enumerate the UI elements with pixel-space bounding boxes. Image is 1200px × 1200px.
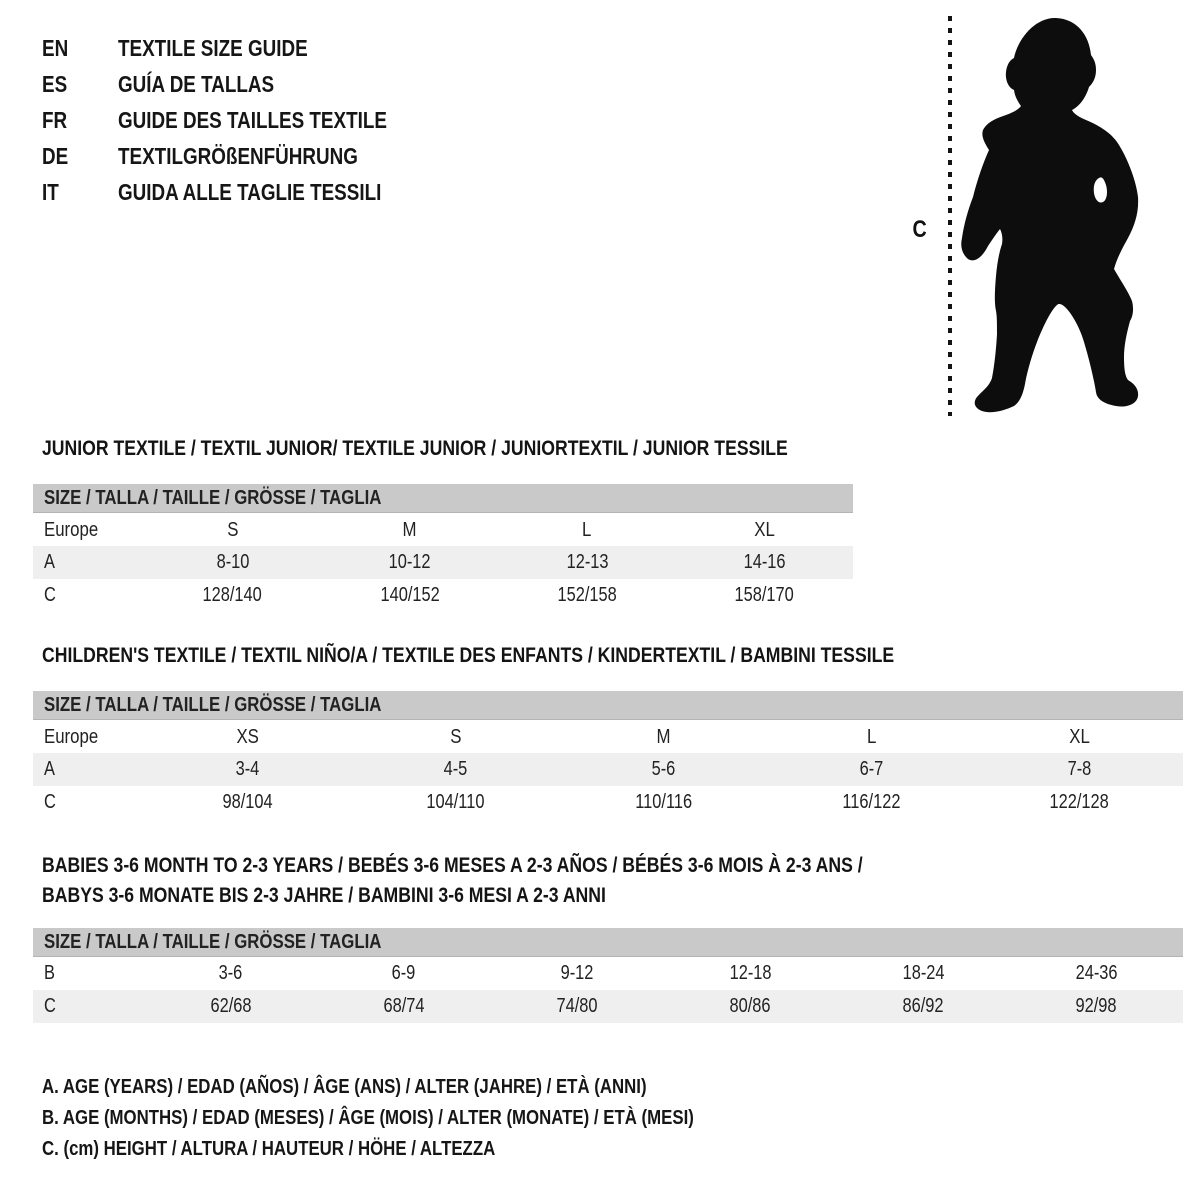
babies-height-row [33,990,1183,1023]
cell-value: 9-12 [560,962,594,984]
cell-value: 152/158 [557,584,617,606]
size-column: L [866,724,876,748]
row-label: A [44,551,55,573]
children-height-row [33,786,1183,819]
language-list [42,30,446,210]
children-columns-row [33,720,1183,753]
language-row-it [42,174,446,210]
cell-value: 6-7 [859,758,884,780]
row-label: C [44,791,56,813]
junior-size-table [33,484,853,612]
note-a-text: A. AGE (YEARS) / EDAD (AÑOS) / ÂGE (ANS) / ALTER (JAHRE) / ETÀ (ANNI) [42,1074,647,1098]
note-age-months [42,1102,837,1133]
cell-value: 3-4 [236,758,260,780]
language-code: ES [42,70,68,97]
row-label: C [44,995,56,1017]
language-code: FR [42,106,68,133]
junior-size-header-bar [33,484,853,513]
size-header-label: SIZE / TALLA / TAILLE / GRÖSSE / TAGLIA [44,930,382,953]
size-column: S [450,724,462,748]
children-size-table [33,691,1183,819]
language-title: GUÍA DE TALLAS [118,70,275,97]
row-label: B [44,962,55,984]
babies-size-table [33,928,1183,1023]
size-column: S [227,517,239,541]
legend-notes [42,1071,837,1164]
size-column: M [656,724,671,748]
cell-value: 104/110 [426,791,485,813]
row-label: A [44,758,55,780]
language-code: IT [42,178,59,205]
junior-columns-row [33,513,853,546]
toddler-shape [961,18,1138,412]
size-column: L [582,517,592,541]
babies-age-row [33,957,1183,990]
child-silhouette [940,12,1150,420]
cell-value: 68/74 [383,995,425,1017]
cell-value: 18-24 [902,962,945,984]
junior-title-text: JUNIOR TEXTILE / TEXTIL JUNIOR/ TEXTILE JUNIOR / JUNIORTEXTIL / JUNIOR TESSILE [42,436,788,460]
size-column: XS [236,724,260,748]
cell-value: 80/86 [729,995,771,1017]
cell-value: 140/152 [380,584,440,606]
cell-value: 92/98 [1075,995,1117,1017]
note-b-text: B. AGE (MONTHS) / EDAD (MESES) / ÂGE (MOIS) / ALTER (MONATE) / ETÀ (MESI) [42,1105,694,1129]
language-row-es [42,66,446,102]
size-column: XL [754,517,775,541]
cell-value: 8-10 [216,551,250,573]
cell-value: 7-8 [1067,758,1091,780]
children-age-row [33,753,1183,786]
cell-value: 24-36 [1075,962,1118,984]
size-header-label: SIZE / TALLA / TAILLE / GRÖSSE / TAGLIA [44,693,382,716]
language-title: GUIDE DES TAILLES TEXTILE [118,106,387,133]
language-row-de [42,138,446,174]
measure-label-c: C [912,216,927,243]
note-height-cm [42,1133,837,1164]
cell-value: 12-18 [729,962,772,984]
cell-value: 5-6 [651,758,676,780]
children-section-title [42,640,1081,670]
language-code: EN [42,34,69,61]
babies-size-header-bar [33,928,1183,957]
cell-value: 62/68 [210,995,252,1017]
babies-section-title [42,850,1043,910]
cell-value: 116/122 [842,791,901,813]
region-label: Europe [44,724,99,748]
children-title-text: CHILDREN'S TEXTILE / TEXTIL NIÑO/A / TEXTILE DES ENFANTS / KINDERTEXTIL / BAMBINI TESSILE [42,643,895,667]
language-title: TEXTILGRÖßENFÜHRUNG [118,142,358,169]
babies-title-line2: BABYS 3-6 MONATE BIS 2-3 JAHRE / BAMBINI 3-6 MESI A 2-3 ANNI [42,883,606,907]
language-code: DE [42,142,69,169]
region-label: Europe [44,517,99,541]
cell-value: 12-13 [566,551,609,573]
cell-value: 110/116 [635,791,692,813]
size-header-label: SIZE / TALLA / TAILLE / GRÖSSE / TAGLIA [44,486,382,509]
junior-age-row [33,546,853,579]
cell-value: 3-6 [218,962,243,984]
cell-value: 14-16 [743,551,786,573]
language-row-en [42,30,446,66]
size-column: XL [1068,724,1090,748]
cell-value: 10-12 [388,551,431,573]
junior-section-title [42,433,952,463]
cell-value: 128/140 [202,584,263,606]
cell-value: 98/104 [222,791,273,813]
cell-value: 74/80 [556,995,598,1017]
cell-value: 4-5 [443,758,468,780]
babies-title-line1: BABIES 3-6 MONTH TO 2-3 YEARS / BEBÉS 3-6 MESES A 2-3 AÑOS / BÉBÉS 3-6 MOIS À 2-3 ANS / [42,853,863,877]
children-size-header-bar [33,691,1183,720]
row-label: C [44,584,56,606]
height-figure [905,10,1165,424]
cell-value: 6-9 [391,962,416,984]
language-row-fr [42,102,446,138]
note-age-years [42,1071,837,1102]
note-c-text: C. (cm) HEIGHT / ALTURA / HAUTEUR / HÖHE / ALTEZZA [42,1136,496,1160]
cell-value: 86/92 [902,995,944,1017]
language-title: GUIDA ALLE TAGLIE TESSILI [118,178,382,205]
size-column: M [402,517,417,541]
junior-height-row [33,579,853,612]
cell-value: 122/128 [1049,791,1109,813]
cell-value: 158/170 [734,584,795,606]
language-title: TEXTILE SIZE GUIDE [118,34,308,61]
